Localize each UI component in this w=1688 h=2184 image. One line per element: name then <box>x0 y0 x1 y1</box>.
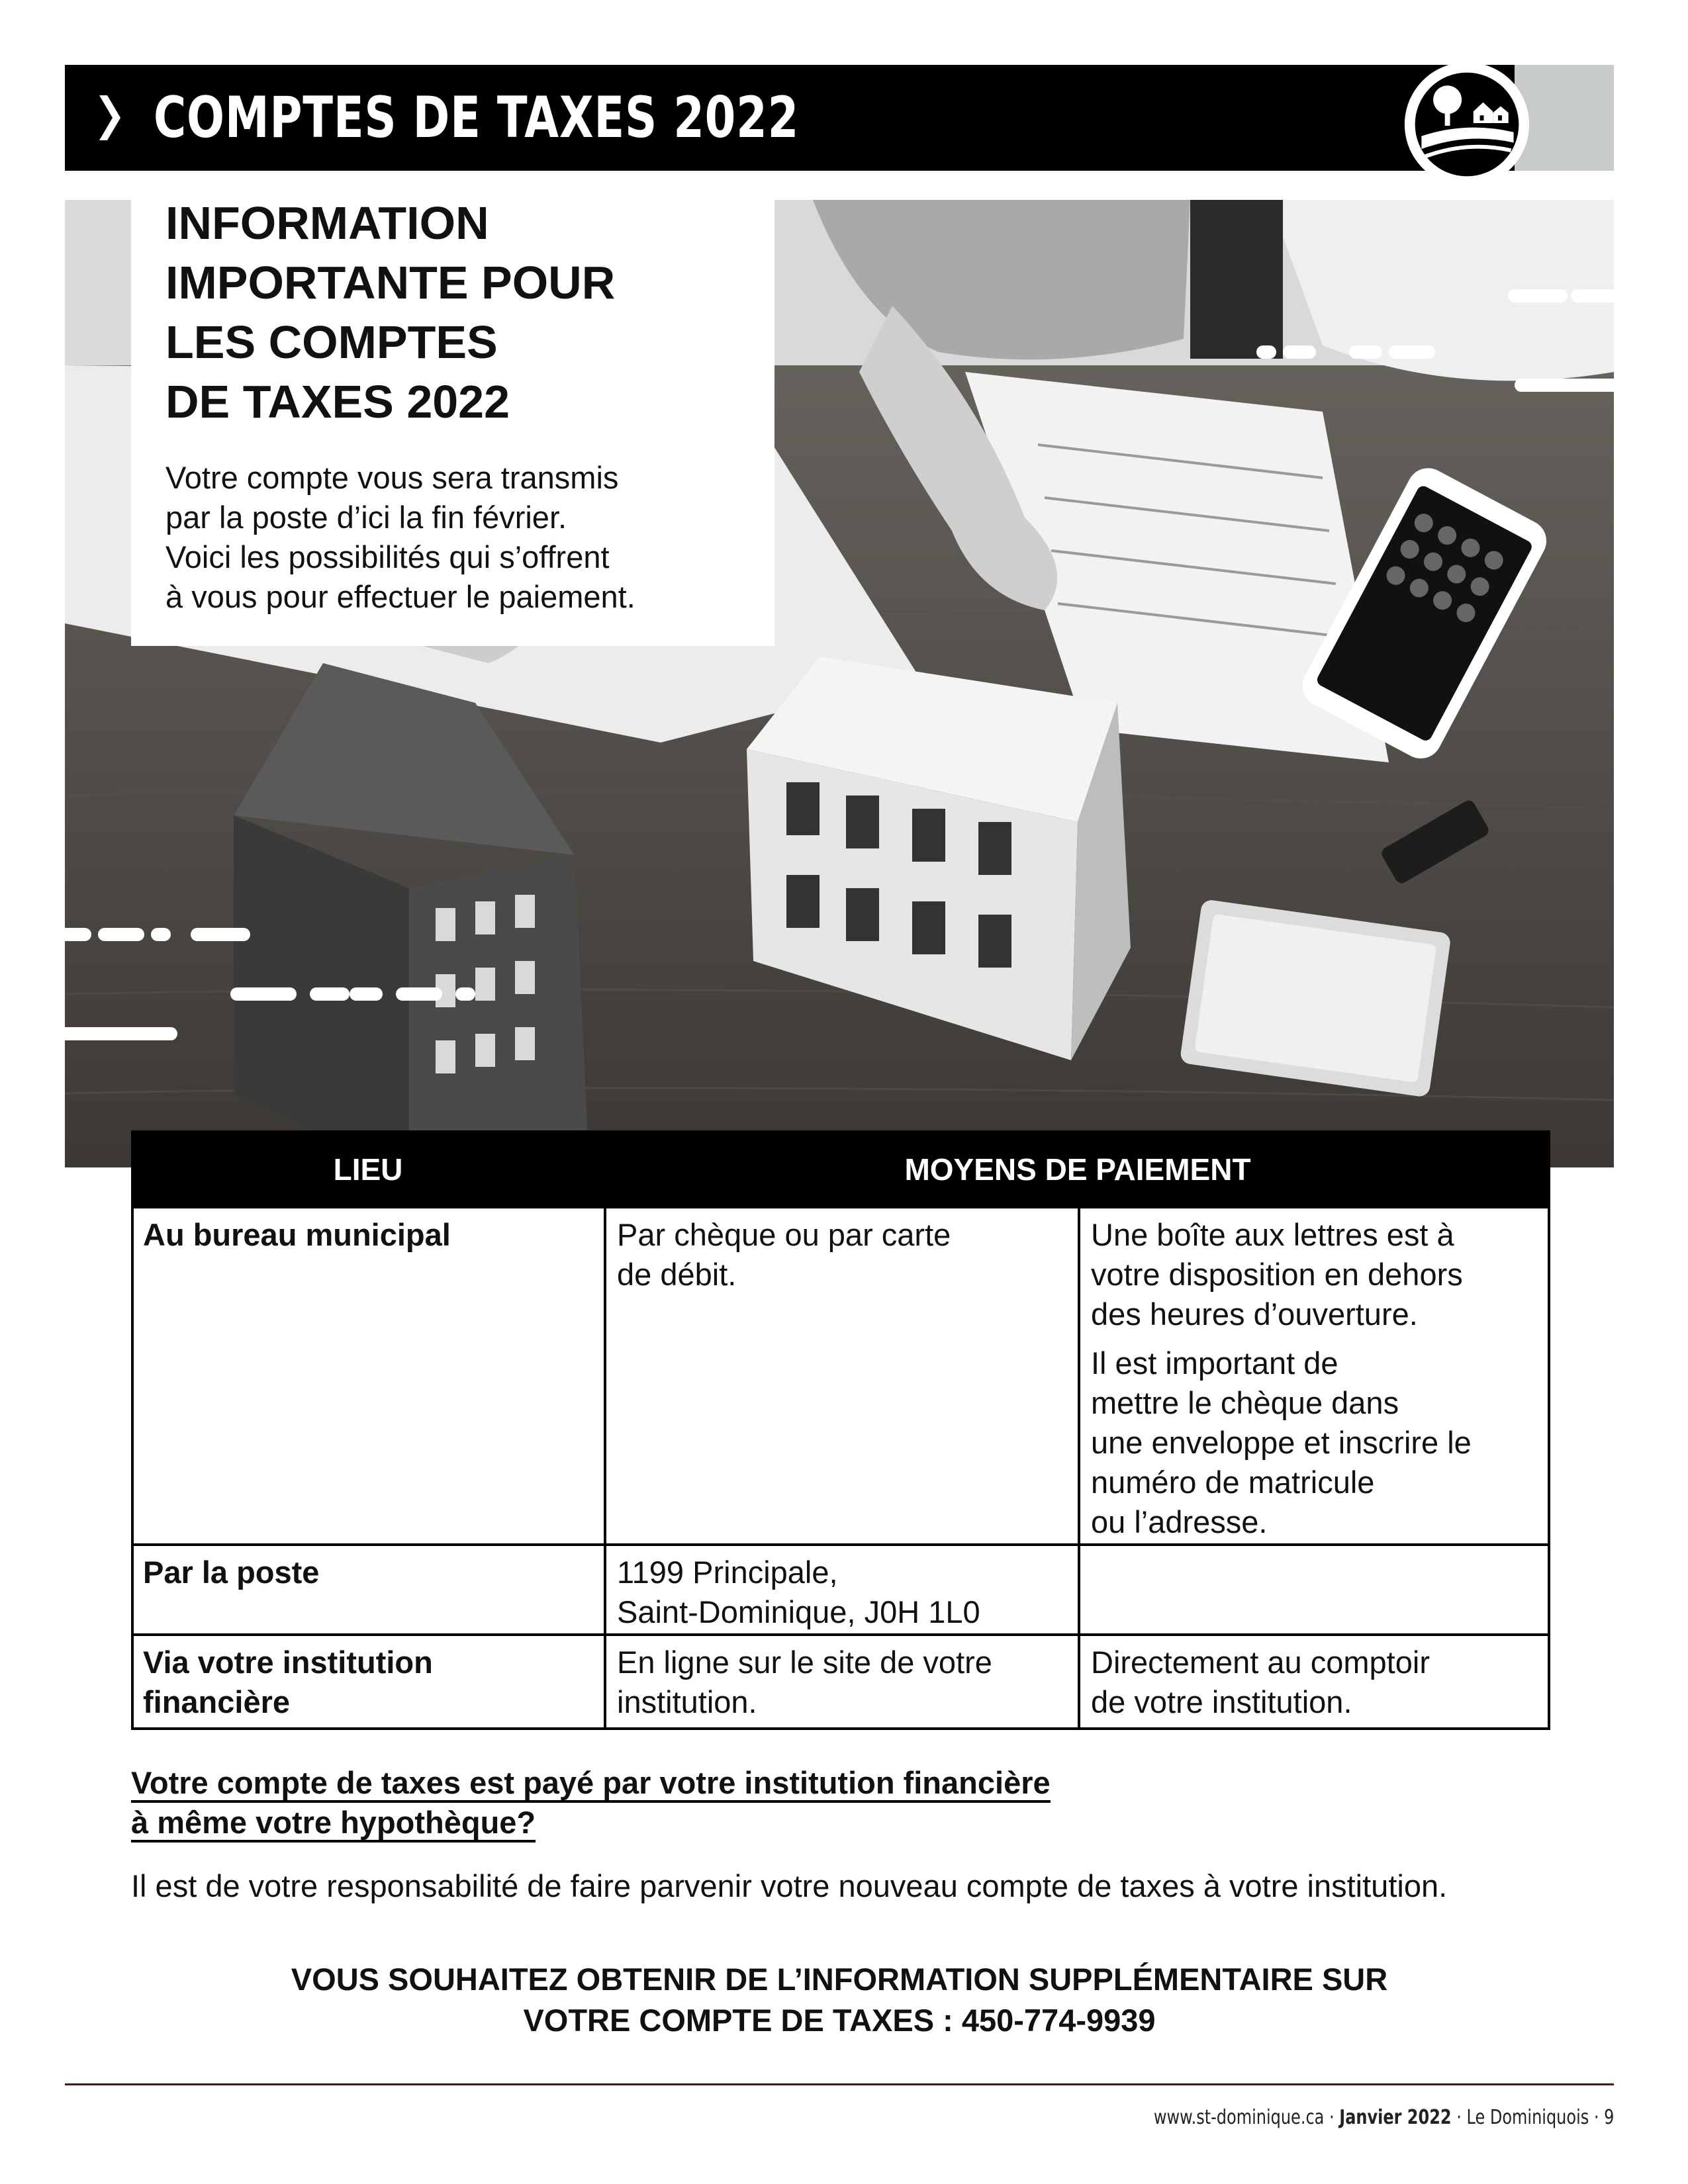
cell-line: En ligne sur le site de votre <box>617 1645 992 1680</box>
header-bar <box>65 65 1614 171</box>
municipality-logo-icon <box>1402 60 1532 189</box>
table-border <box>131 1633 1550 1636</box>
cta-line: VOTRE COMPTE DE TAXES : 450-774-9939 <box>523 2003 1156 2038</box>
mortgage-answer: Il est de votre responsabilité de faire parvenir votre nouveau compte de taxes à votre institution. <box>131 1868 1448 1903</box>
cell-line: Il est important de <box>1091 1345 1338 1381</box>
cta-line: VOUS SOUHAITEZ OBTENIR DE L’INFORMATION SUPPLÉMENTAIRE SUR <box>291 1962 1388 1997</box>
table-border <box>131 1208 134 1730</box>
table-border <box>131 1543 1550 1546</box>
table-header <box>131 1130 1550 1208</box>
info-title <box>165 193 761 432</box>
cell-line: numéro de matricule <box>1091 1465 1375 1500</box>
footer-divider <box>65 2083 1614 2085</box>
table-border <box>604 1208 606 1730</box>
header-lieu: LIEU <box>333 1152 403 1187</box>
info-title-line: INFORMATION <box>165 197 489 249</box>
table-border <box>131 1727 1550 1730</box>
cell-line: de débit. <box>617 1257 737 1292</box>
info-card <box>131 173 774 646</box>
header-moyens: MOYENS DE PAIEMENT <box>904 1152 1251 1187</box>
cell-line: Saint-Dominique, J0H 1L0 <box>617 1594 980 1629</box>
cell-line: votre disposition en dehors <box>1091 1257 1463 1292</box>
info-title-line: IMPORTANTE POUR <box>165 257 616 308</box>
table-cell <box>605 1208 1079 1301</box>
cell-line: institution. <box>617 1684 757 1719</box>
cell-line: Via votre institution <box>143 1645 433 1680</box>
table-cell <box>131 1636 605 1729</box>
table-body <box>131 1208 1550 1730</box>
cell-line: une enveloppe et inscrire le <box>1091 1425 1472 1460</box>
table-border <box>1078 1208 1080 1730</box>
cell-line: Directement au comptoir <box>1091 1645 1430 1680</box>
cell-line: mettre le chèque dans <box>1091 1385 1399 1420</box>
info-text-line: par la poste d’ici la fin février. <box>165 500 567 535</box>
cell-line: Une boîte aux lettres est à <box>1091 1217 1454 1252</box>
contact-cta <box>65 1959 1614 2041</box>
question-line: Votre compte de taxes est payé par votre institution financière <box>131 1765 1051 1803</box>
cell-line: financière <box>143 1684 291 1719</box>
info-text-line: Voici les possibilités qui s’offrent <box>165 539 610 574</box>
info-title-line: DE TAXES 2022 <box>165 376 510 428</box>
cell-line: ou l’adresse. <box>1091 1504 1268 1539</box>
table-cell <box>1079 1636 1550 1729</box>
info-text <box>165 458 761 617</box>
footer-publication: Le Dominiquois <box>1466 2106 1589 2129</box>
cell-line: de votre institution. <box>1091 1684 1352 1719</box>
table-cell: Par la poste <box>143 1555 320 1590</box>
question-line: à même votre hypothèque? <box>131 1805 536 1843</box>
cell-line: des heures d’ouverture. <box>1091 1297 1418 1332</box>
footer: www.st-dominique.ca · Janvier 2022 · Le Dominiquois · 9 <box>1153 2106 1614 2129</box>
info-text-line: à vous pour effectuer le paiement. <box>165 579 635 614</box>
table-border <box>1548 1208 1550 1730</box>
page-number: 9 <box>1603 2106 1614 2129</box>
footer-website[interactable]: www.st-dominique.ca <box>1153 2106 1324 2129</box>
mortgage-question <box>131 1763 1051 1843</box>
table-cell <box>605 1636 1079 1729</box>
cell-line: Par chèque ou par carte <box>617 1217 951 1252</box>
chevron-right-icon <box>97 91 123 144</box>
info-title-line: LES COMPTES <box>165 316 498 368</box>
table-cell: Au bureau municipal <box>143 1217 451 1252</box>
table-cell <box>605 1546 1079 1639</box>
table-cell <box>1079 1208 1550 1549</box>
info-text-line: Votre compte vous sera transmis <box>165 460 619 495</box>
page-title: COMPTES DE TAXES 2022 <box>154 85 800 151</box>
cell-line: 1199 Principale, <box>617 1555 838 1590</box>
footer-date: Janvier 2022 <box>1338 2106 1452 2129</box>
